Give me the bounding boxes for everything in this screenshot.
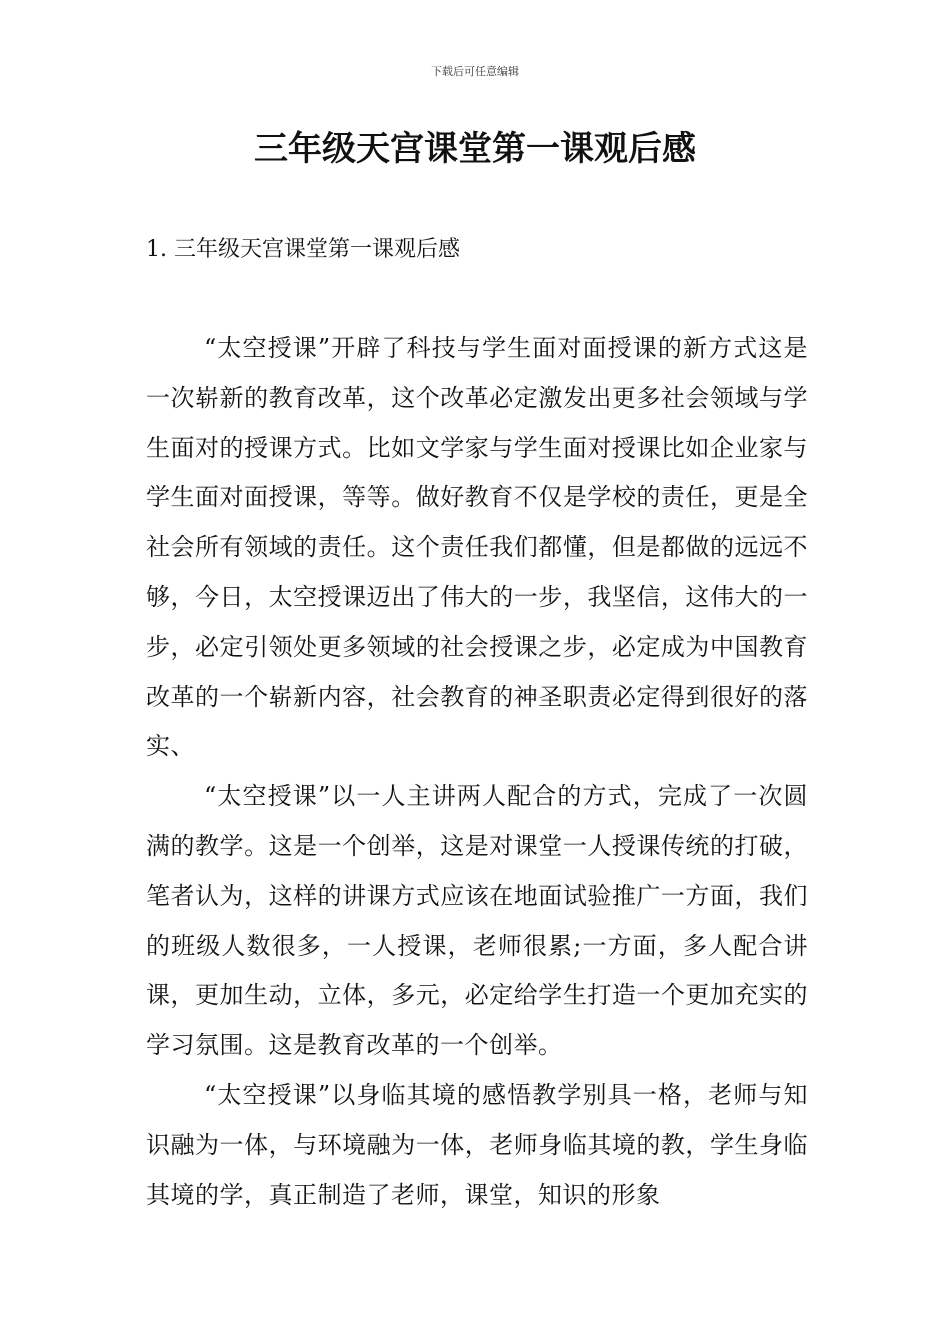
document-body [146, 324, 808, 1220]
paragraph-1: “太空授课”开辟了科技与学生面对面授课的新方式这是一次崭新的教育改革，这个改革必定激发出更多社会领域与学生面对的授课方式。比如文学家与学生面对授课比如企业家与学生面对面授课，等等。做好教育不仅是学校的责任，更是全社会所有领域的责任。这个责任我们都懂，但是都做的远远不够，今日，太空授课迈出了伟大的一步，我坚信，这伟大的一步，必定引领处更多领域的社会授课之步，必定成为中国教育改革的一个崭新内容，社会教育的神圣职责必定得到很好的落实、 [146, 334, 808, 761]
paragraph-3: “太空授课”以身临其境的感悟教学别具一格，老师与知识融为一体，与环境融为一体，老师身临其境的教，学生身临其境的学，真正制造了老师，课堂，知识的形象 [146, 1080, 808, 1209]
section-heading: 1. 三年级天宫课堂第一课观后感 [146, 237, 460, 262]
header-note: 下载后可任意编辑 [431, 65, 519, 78]
paragraph-2: “太空授课”以一人主讲两人配合的方式，完成了一次圆满的教学。这是一个创举，这是对课堂一人授课传统的打破，笔者认为，这样的讲课方式应该在地面试验推广一方面，我们的班级人数很多，一人授课，老师很累;一方面，多人配合讲课，更加生动，立体，多元，必定给学生打造一个更加充实的学习氛围。这是教育改革的一个创举。 [146, 782, 808, 1060]
document-title: 三年级天宫课堂第一课观后感 [254, 129, 696, 169]
